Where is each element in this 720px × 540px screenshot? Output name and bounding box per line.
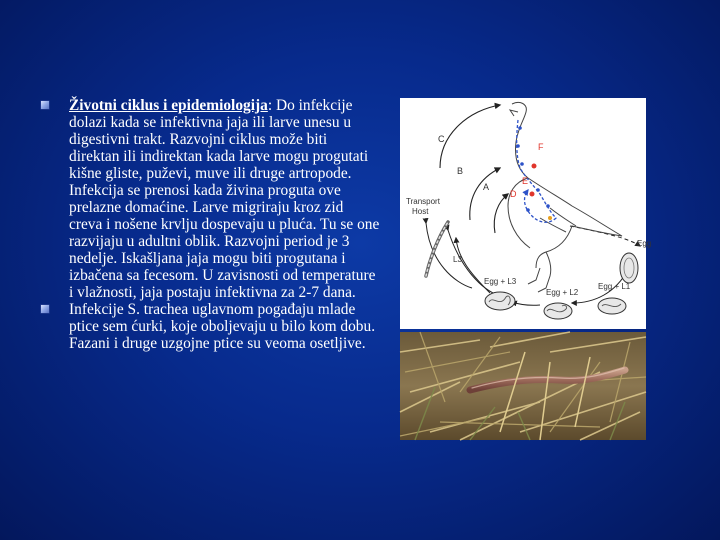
label-b: B — [457, 166, 464, 176]
label-egg-l3: Egg + L3 — [484, 277, 517, 286]
bullet-text: Infekcije S. trachea uglavnom pogađaju mlade ptice sem ćurki, koje oboljevaju u bilo kom dobu. Fazani i druge uzgojne ptice su veoma osetljive. — [69, 301, 376, 352]
bullet-text: : Do infekcije dolazi kada se infektivna jaja ili larve unesu u digestivni trakt. Razvojni ciklus može biti direktan ili indirektan kada larve mogu progutati kišne gliste, puževi, muve ili druge artropode. Infekcija se prenosi kada živina proguta ove prelazne domaćine. Larve migriraju kroz zid creva i nošene krvlju dospevaju u pluća. Tu se one razvijaju u adultni oblik. Razvojni period je 3 nedelje. Iskašljana jaja mogu biti progutana i izbačena sa fecesom. U zavisnosti od temperature i vlažnosti, jaja postaju infektivna za 2-7 dana. — [69, 97, 380, 301]
label-f: F — [538, 142, 544, 152]
cycle-arrow-bottom-2 — [512, 302, 540, 305]
label-egg-l1: Egg + L1 — [598, 282, 631, 291]
earthworm-photo-svg — [400, 332, 646, 440]
life-cycle-svg — [400, 98, 652, 329]
earthworm-photo — [400, 332, 646, 440]
label-transport-host-line1: Transport — [406, 197, 440, 206]
label-c: C — [438, 134, 445, 144]
label-transport-host-line2: Host — [412, 207, 429, 216]
cycle-arrow-c — [440, 105, 500, 168]
egg-l2-icon — [544, 303, 572, 319]
label-d: D — [510, 189, 517, 199]
bullet-heading: Životni ciklus i epidemiologija — [69, 97, 268, 114]
label-a: A — [483, 182, 490, 192]
square-bullet-icon — [41, 305, 49, 313]
transport-host-worm-icon — [426, 222, 448, 276]
egg-l1-icon — [598, 298, 626, 314]
cycle-arrow-egg — [570, 226, 640, 246]
bullet-item-lifecycle — [40, 97, 380, 301]
cycle-arrow-a — [494, 194, 508, 233]
bullet-item-infections — [40, 301, 380, 352]
egg-l3-icon — [485, 292, 515, 310]
egg-icon — [620, 253, 638, 283]
label-egg: Egg — [637, 239, 652, 248]
label-e: E — [522, 176, 529, 186]
label-egg-l2: Egg + L2 — [546, 288, 579, 297]
square-bullet-icon — [41, 101, 49, 109]
bullet-list — [40, 97, 380, 352]
life-cycle-diagram — [400, 98, 652, 329]
label-l3: L3 — [453, 255, 462, 264]
migration-path — [517, 120, 556, 222]
